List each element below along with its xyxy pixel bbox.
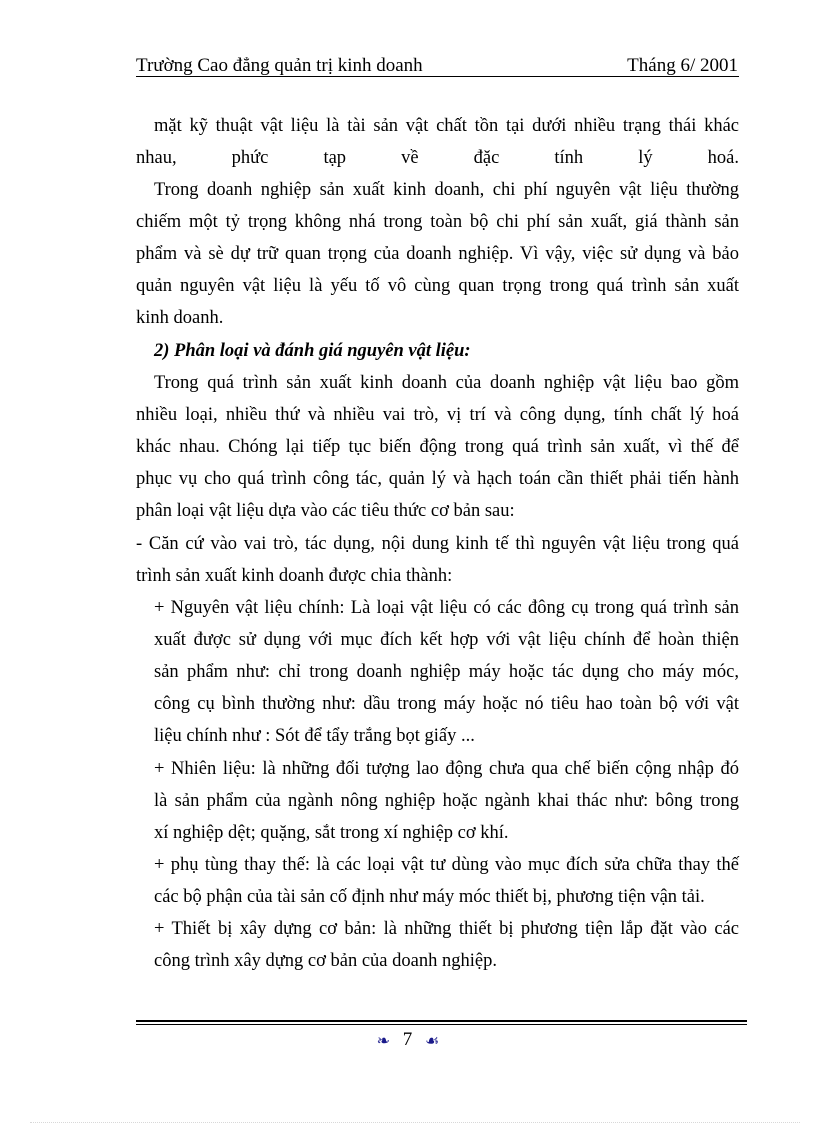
list-item: + phụ tùng thay thế: là các loại vật tư dùng vào mục đích sửa chữa thay thế	[154, 855, 739, 875]
body-line: Trong doanh nghiệp sản xuất kinh doanh, chi phí nguyên vật liệu thường	[154, 180, 739, 200]
body-line: nhiều loại, nhiều thứ và nhiều vai trò, vị trí và công dụng, tính chất lý hoá	[136, 405, 739, 425]
list-item: + Nhiên liệu: là những đối tượng lao động chưa qua chế biến cộng nhập đó	[154, 759, 739, 779]
body-line: Trong quá trình sản xuất kinh doanh của doanh nghiệp vật liệu bao gồm	[154, 373, 739, 393]
body-line: phục vụ cho quá trình công tác, quản lý và hạch toán cần thiết phải tiến hành	[136, 469, 739, 489]
list-item: - Căn cứ vào vai trò, tác dụng, nội dung kinh tế thì nguyên vật liệu trong quá	[136, 534, 739, 554]
body-line: là sản phẩm của ngành nông nghiệp hoặc ngành khai thác như: bông trong	[154, 791, 739, 811]
header-school-name: Trường Cao đẳng quản trị kinh doanh	[136, 55, 423, 76]
body-line: phân loại vật liệu dựa vào các tiêu thức cơ bản sau:	[136, 501, 515, 521]
page-header	[136, 55, 738, 77]
body-line: khác nhau. Chóng lại tiếp tục biến động trong quá trình sản xuất, vì thế để	[136, 437, 739, 457]
page-number: 7	[402, 1029, 413, 1050]
body-line: các bộ phận của tài sản cố định như máy móc thiết bị, phương tiện vận tải.	[154, 887, 705, 907]
footer-divider-thin	[136, 1024, 747, 1025]
ornament-left-icon: ❧	[376, 1032, 391, 1050]
footer-divider-thick	[136, 1020, 747, 1022]
body-line: mặt kỹ thuật vật liệu là tài sản vật chất tồn tại dưới nhiều trạng thái khác	[154, 116, 739, 136]
body-line: xí nghiệp dệt; quặng, sắt trong xí nghiệp cơ khí.	[154, 823, 509, 843]
body-line: chiếm một tỷ trọng không nhá trong toàn bộ chi phí sản xuất, giá thành sản	[136, 212, 739, 232]
body-line: nhau, phức tạp về đặc tính lý hoá.	[136, 148, 739, 168]
body-line: trình sản xuất kinh doanh được chia thành:	[136, 566, 453, 586]
page-footer	[0, 1029, 816, 1051]
section-heading: 2) Phân loại và đánh giá nguyên vật liệu:	[154, 341, 471, 361]
body-line: liệu chính như : Sót để tẩy trắng bọt giấy ...	[154, 726, 475, 746]
body-line: công cụ bình thường như: dầu trong máy hoặc nó tiêu hao toàn bộ với vật	[154, 694, 739, 714]
header-date: Tháng 6/ 2001	[627, 55, 738, 76]
body-line: sản phẩm như: chỉ trong doanh nghiệp máy hoặc tác dụng cho máy móc,	[154, 662, 739, 682]
body-line: kinh doanh.	[136, 308, 224, 328]
body-line: xuất được sử dụng với mục đích kết hợp với vật liệu chính để hoàn thiện	[154, 630, 739, 650]
body-line: công trình xây dựng cơ bản của doanh nghiệp.	[154, 951, 497, 971]
body-line: quản nguyên vật liệu là yếu tố vô cùng quan trọng trong quá trình sản xuất	[136, 276, 739, 296]
body-line: phẩm và sè dự trữ quan trọng của doanh nghiệp. Vì vậy, việc sử dụng và bảo	[136, 244, 739, 264]
header-divider	[136, 76, 739, 77]
ornament-right-icon: ☙	[425, 1032, 440, 1050]
list-item: + Thiết bị xây dựng cơ bản: là những thiết bị phương tiện lắp đặt vào các	[154, 919, 739, 939]
list-item: + Nguyên vật liệu chính: Là loại vật liệu có các đông cụ trong quá trình sản	[154, 598, 739, 618]
